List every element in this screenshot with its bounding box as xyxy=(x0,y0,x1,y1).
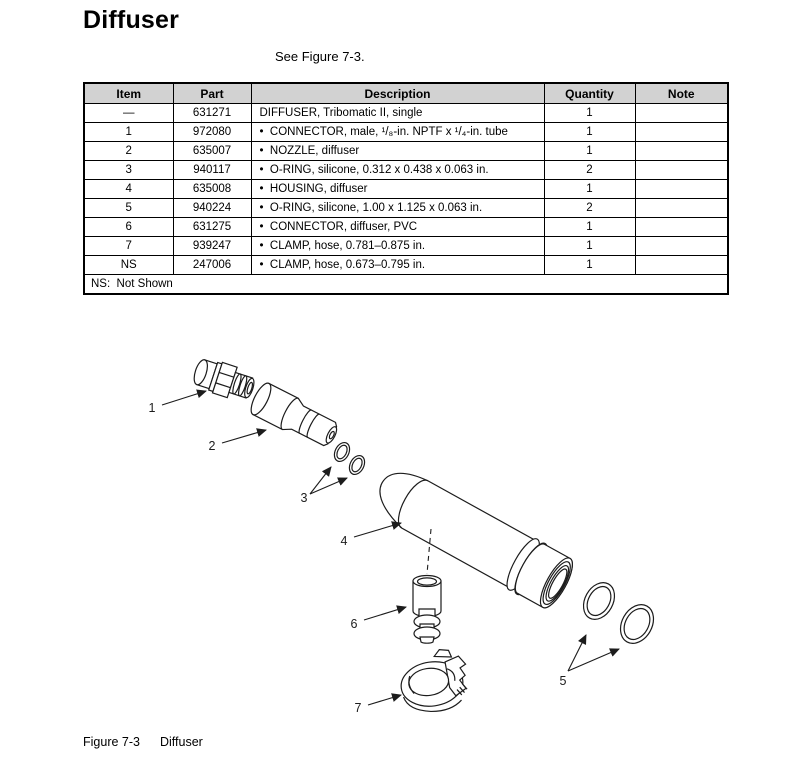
part-connector-male xyxy=(191,355,258,404)
part-large-o-ring xyxy=(614,599,660,649)
table-cell-part: 940224 xyxy=(173,199,251,218)
part-small-o-ring xyxy=(331,440,352,464)
callout-arrow-5b xyxy=(568,649,619,671)
table-cell-desc: • HOUSING, diffuser xyxy=(251,180,544,199)
figure-caption-title: Diffuser xyxy=(159,735,203,749)
column-header-item: Item xyxy=(84,83,173,104)
column-header-part: Part xyxy=(173,83,251,104)
table-cell-item: 2 xyxy=(84,142,173,161)
see-figure-reference: See Figure 7-3. xyxy=(275,49,365,64)
table-cell-part: 635007 xyxy=(173,142,251,161)
table-cell-part: 972080 xyxy=(173,123,251,142)
table-cell-desc: • O-RING, silicone, 0.312 x 0.438 x 0.063 in. xyxy=(251,161,544,180)
table-cell-part: 247006 xyxy=(173,256,251,275)
table-cell-desc: • CLAMP, hose, 0.673–0.795 in. xyxy=(251,256,544,275)
table-cell-qty: 2 xyxy=(544,161,635,180)
callout-label-6: 6 xyxy=(350,617,358,631)
table-cell-qty: 1 xyxy=(544,180,635,199)
table-cell-desc: • CONNECTOR, male, ¹/₈-in. NPTF x ¹/₄-in. tube xyxy=(251,123,544,142)
table-cell-desc: DIFFUSER, Tribomatic II, single xyxy=(251,104,544,123)
part-housing xyxy=(367,460,579,613)
table-cell-part: 939247 xyxy=(173,237,251,256)
callout-arrow-6 xyxy=(364,607,406,620)
table-cell-desc: • O-RING, silicone, 1.00 x 1.125 x 0.063 in. xyxy=(251,199,544,218)
table-cell-item: 5 xyxy=(84,199,173,218)
table-cell-item: 4 xyxy=(84,180,173,199)
table-cell-part: 631275 xyxy=(173,218,251,237)
table-cell-qty: 1 xyxy=(544,104,635,123)
callout-arrow-5a xyxy=(568,635,586,671)
table-cell-part: 635008 xyxy=(173,180,251,199)
footnote-text: NS: Not Shown xyxy=(84,275,728,295)
callout-label-4: 4 xyxy=(340,534,348,548)
table-cell-desc: • CLAMP, hose, 0.781–0.875 in. xyxy=(251,237,544,256)
part-small-o-ring xyxy=(346,453,367,477)
table-cell-desc: • NOZZLE, diffuser xyxy=(251,142,544,161)
figure-caption xyxy=(83,735,203,749)
table-cell-item: — xyxy=(84,104,173,123)
callout-arrow-1 xyxy=(162,391,206,405)
column-header-quantity: Quantity xyxy=(544,83,635,104)
table-cell-qty: 2 xyxy=(544,199,635,218)
column-header-description: Description xyxy=(251,83,544,104)
table-cell-item: NS xyxy=(84,256,173,275)
table-cell-qty: 1 xyxy=(544,123,635,142)
table-cell-qty: 1 xyxy=(544,142,635,161)
part-connector-pvc xyxy=(413,576,441,644)
callout-arrow-4 xyxy=(354,523,401,537)
table-cell-part: 940117 xyxy=(173,161,251,180)
table-cell-item: 1 xyxy=(84,123,173,142)
table-cell-item: 7 xyxy=(84,237,173,256)
table-cell-qty: 1 xyxy=(544,256,635,275)
table-cell-qty: 1 xyxy=(544,218,635,237)
callout-label-7: 7 xyxy=(354,701,362,715)
table-cell-desc: • CONNECTOR, diffuser, PVC xyxy=(251,218,544,237)
part-hose-clamp xyxy=(397,646,472,715)
table-cell-qty: 1 xyxy=(544,237,635,256)
part-large-o-ring xyxy=(577,577,620,625)
table-cell-part: 631271 xyxy=(173,104,251,123)
callout-arrow-2 xyxy=(222,430,266,443)
part-nozzle xyxy=(247,380,342,452)
table-cell-item: 3 xyxy=(84,161,173,180)
callout-label-1: 1 xyxy=(148,401,156,415)
callout-label-3: 3 xyxy=(300,491,308,505)
callout-arrow-7 xyxy=(368,695,401,705)
callout-label-5: 5 xyxy=(559,674,567,688)
page-title: Diffuser xyxy=(83,6,180,34)
callout-label-2: 2 xyxy=(208,439,216,453)
column-header-note: Note xyxy=(635,83,728,104)
table-cell-item: 6 xyxy=(84,218,173,237)
figure-caption-label: Figure 7-3 xyxy=(83,735,140,749)
